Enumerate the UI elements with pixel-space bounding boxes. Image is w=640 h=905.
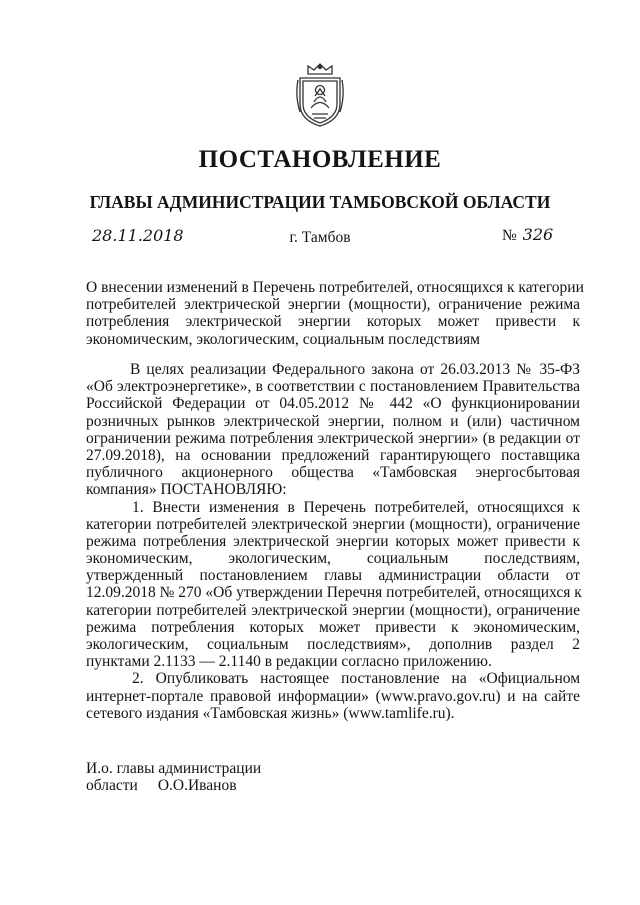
document-date: 28.11.2018 xyxy=(92,226,184,245)
body-line: экономическим, экологическим, социальным последствиям, xyxy=(86,550,580,568)
body-line: утвержденный постановлением главы администрации области от xyxy=(86,567,580,585)
body-line: режима потребления которых может привести к экономическим, xyxy=(86,618,580,636)
document-body xyxy=(86,361,580,722)
body-line: розничных рынков электрической энергии, полном и (или) частичном xyxy=(86,412,580,430)
subject-line: потребителей электрической энергии (мощности), ограничение режима xyxy=(86,296,580,314)
body-line: компания» ПОСТАНОВЛЯЮ: xyxy=(86,481,287,499)
body-line: 27.09.2018), на основании предложений гарантирующего поставщика xyxy=(86,446,580,464)
document-title: ПОСТАНОВЛЕНИЕ xyxy=(198,146,442,173)
body-line: публичного акционерного общества «Тамбовская энергосбытовая xyxy=(86,464,580,482)
body-line: 12.09.2018 № 270 «Об утверждении Перечня потребителей, относящихся к xyxy=(86,584,582,602)
body-line: экологическим, социальным последствиям», дополнив раздел 2 xyxy=(86,636,580,653)
number-value: 326 xyxy=(522,225,554,244)
document-subtitle: ГЛАВЫ АДМИНИСТРАЦИИ ТАМБОВСКОЙ ОБЛАСТИ xyxy=(89,192,551,212)
body-line: категории потребителей электрической энергии (мощности), ограничение xyxy=(86,601,580,619)
body-line: сетевого издания «Тамбовская жизнь» (www.tamlife.ru). xyxy=(86,704,455,722)
signature-block xyxy=(86,761,261,794)
signature-name: О.О.Иванов xyxy=(157,776,237,794)
subject-line: потребления электрической энергии которых может привести к xyxy=(86,313,580,331)
number-label: № xyxy=(502,227,517,244)
signature-position: И.о. главы администрации xyxy=(86,760,262,777)
document-subject xyxy=(86,279,584,348)
body-line: 1. Внести изменения в Перечень потребителей, относящихся к xyxy=(132,498,580,516)
body-line: «Об электроэнергетике», в соответствии с постановлением Правительства xyxy=(86,378,580,396)
body-line: В целях реализации Федерального закона от 26.03.2013 № 35-ФЗ xyxy=(130,361,580,378)
body-line: режима потребления электрической энергии которых может привести к xyxy=(86,532,580,550)
body-line: пунктами 2.1133 — 2.1140 в редакции согласно приложению. xyxy=(86,653,492,671)
document-number xyxy=(502,225,553,245)
subject-line: О внесении изменений в Перечень потребителей, относящихся к категории xyxy=(86,279,584,296)
document-city: г. Тамбов xyxy=(289,229,351,246)
body-line: Российской Федерации от 04.05.2012 № 442 «О функционировании xyxy=(86,395,580,413)
signature-position-region: области xyxy=(86,776,138,794)
body-line: интернет-портале правовой информации» (www.pravo.gov.ru) и на сайте xyxy=(86,687,580,705)
coat-of-arms-emblem xyxy=(294,62,346,130)
body-line: 2. Опубликовать настоящее постановление на «Официальном xyxy=(132,670,580,688)
subject-line: экономическим, экологическим, социальным последствиям xyxy=(86,330,480,348)
body-line: категории потребителей электрической энергии (мощности), ограничение xyxy=(86,515,580,533)
body-line: ограничении режима потребления электрической энергии» (в редакции от xyxy=(86,429,580,447)
